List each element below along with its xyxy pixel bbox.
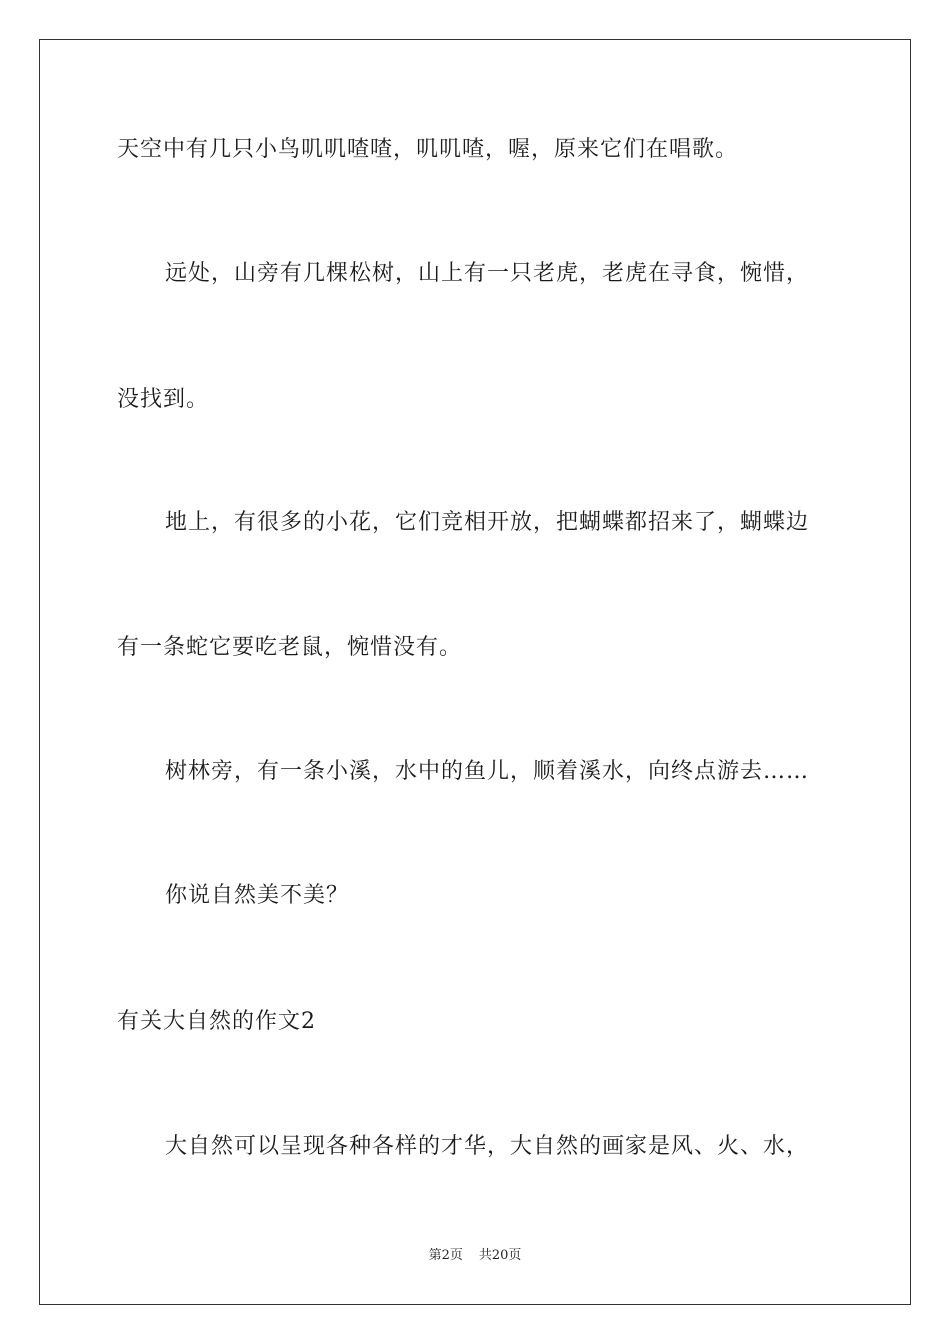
text-line-1: 天空中有几只小鸟叽叽喳喳，叽叽喳，喔，原来它们在唱歌。 [117, 137, 739, 162]
text-line-7: 你说自然美不美？ [165, 883, 350, 908]
text-line-3: 没找到。 [117, 387, 210, 412]
page-total: 共20页 [478, 1248, 522, 1263]
text-line-5: 有一条蛇它要吃老鼠，惋惜没有。 [117, 635, 463, 660]
text-line-9: 大自然可以呈现各种各样的才华，大自然的画家是风、火、水， [165, 1134, 810, 1159]
page-frame [39, 39, 911, 1305]
section-heading: 有关大自然的作文2 [117, 1009, 316, 1034]
page-number: 第2页 [428, 1248, 463, 1263]
page-footer [0, 1247, 950, 1265]
text-line-4: 地上，有很多的小花，它们竞相开放，把蝴蝶都招来了，蝴蝶边 [165, 510, 810, 535]
text-line-2: 远处，山旁有几棵松树，山上有一只老虎，老虎在寻食，惋惜， [165, 261, 810, 286]
text-line-6: 树林旁，有一条小溪，水中的鱼儿，顺着溪水，向终点游去…… [165, 759, 810, 784]
